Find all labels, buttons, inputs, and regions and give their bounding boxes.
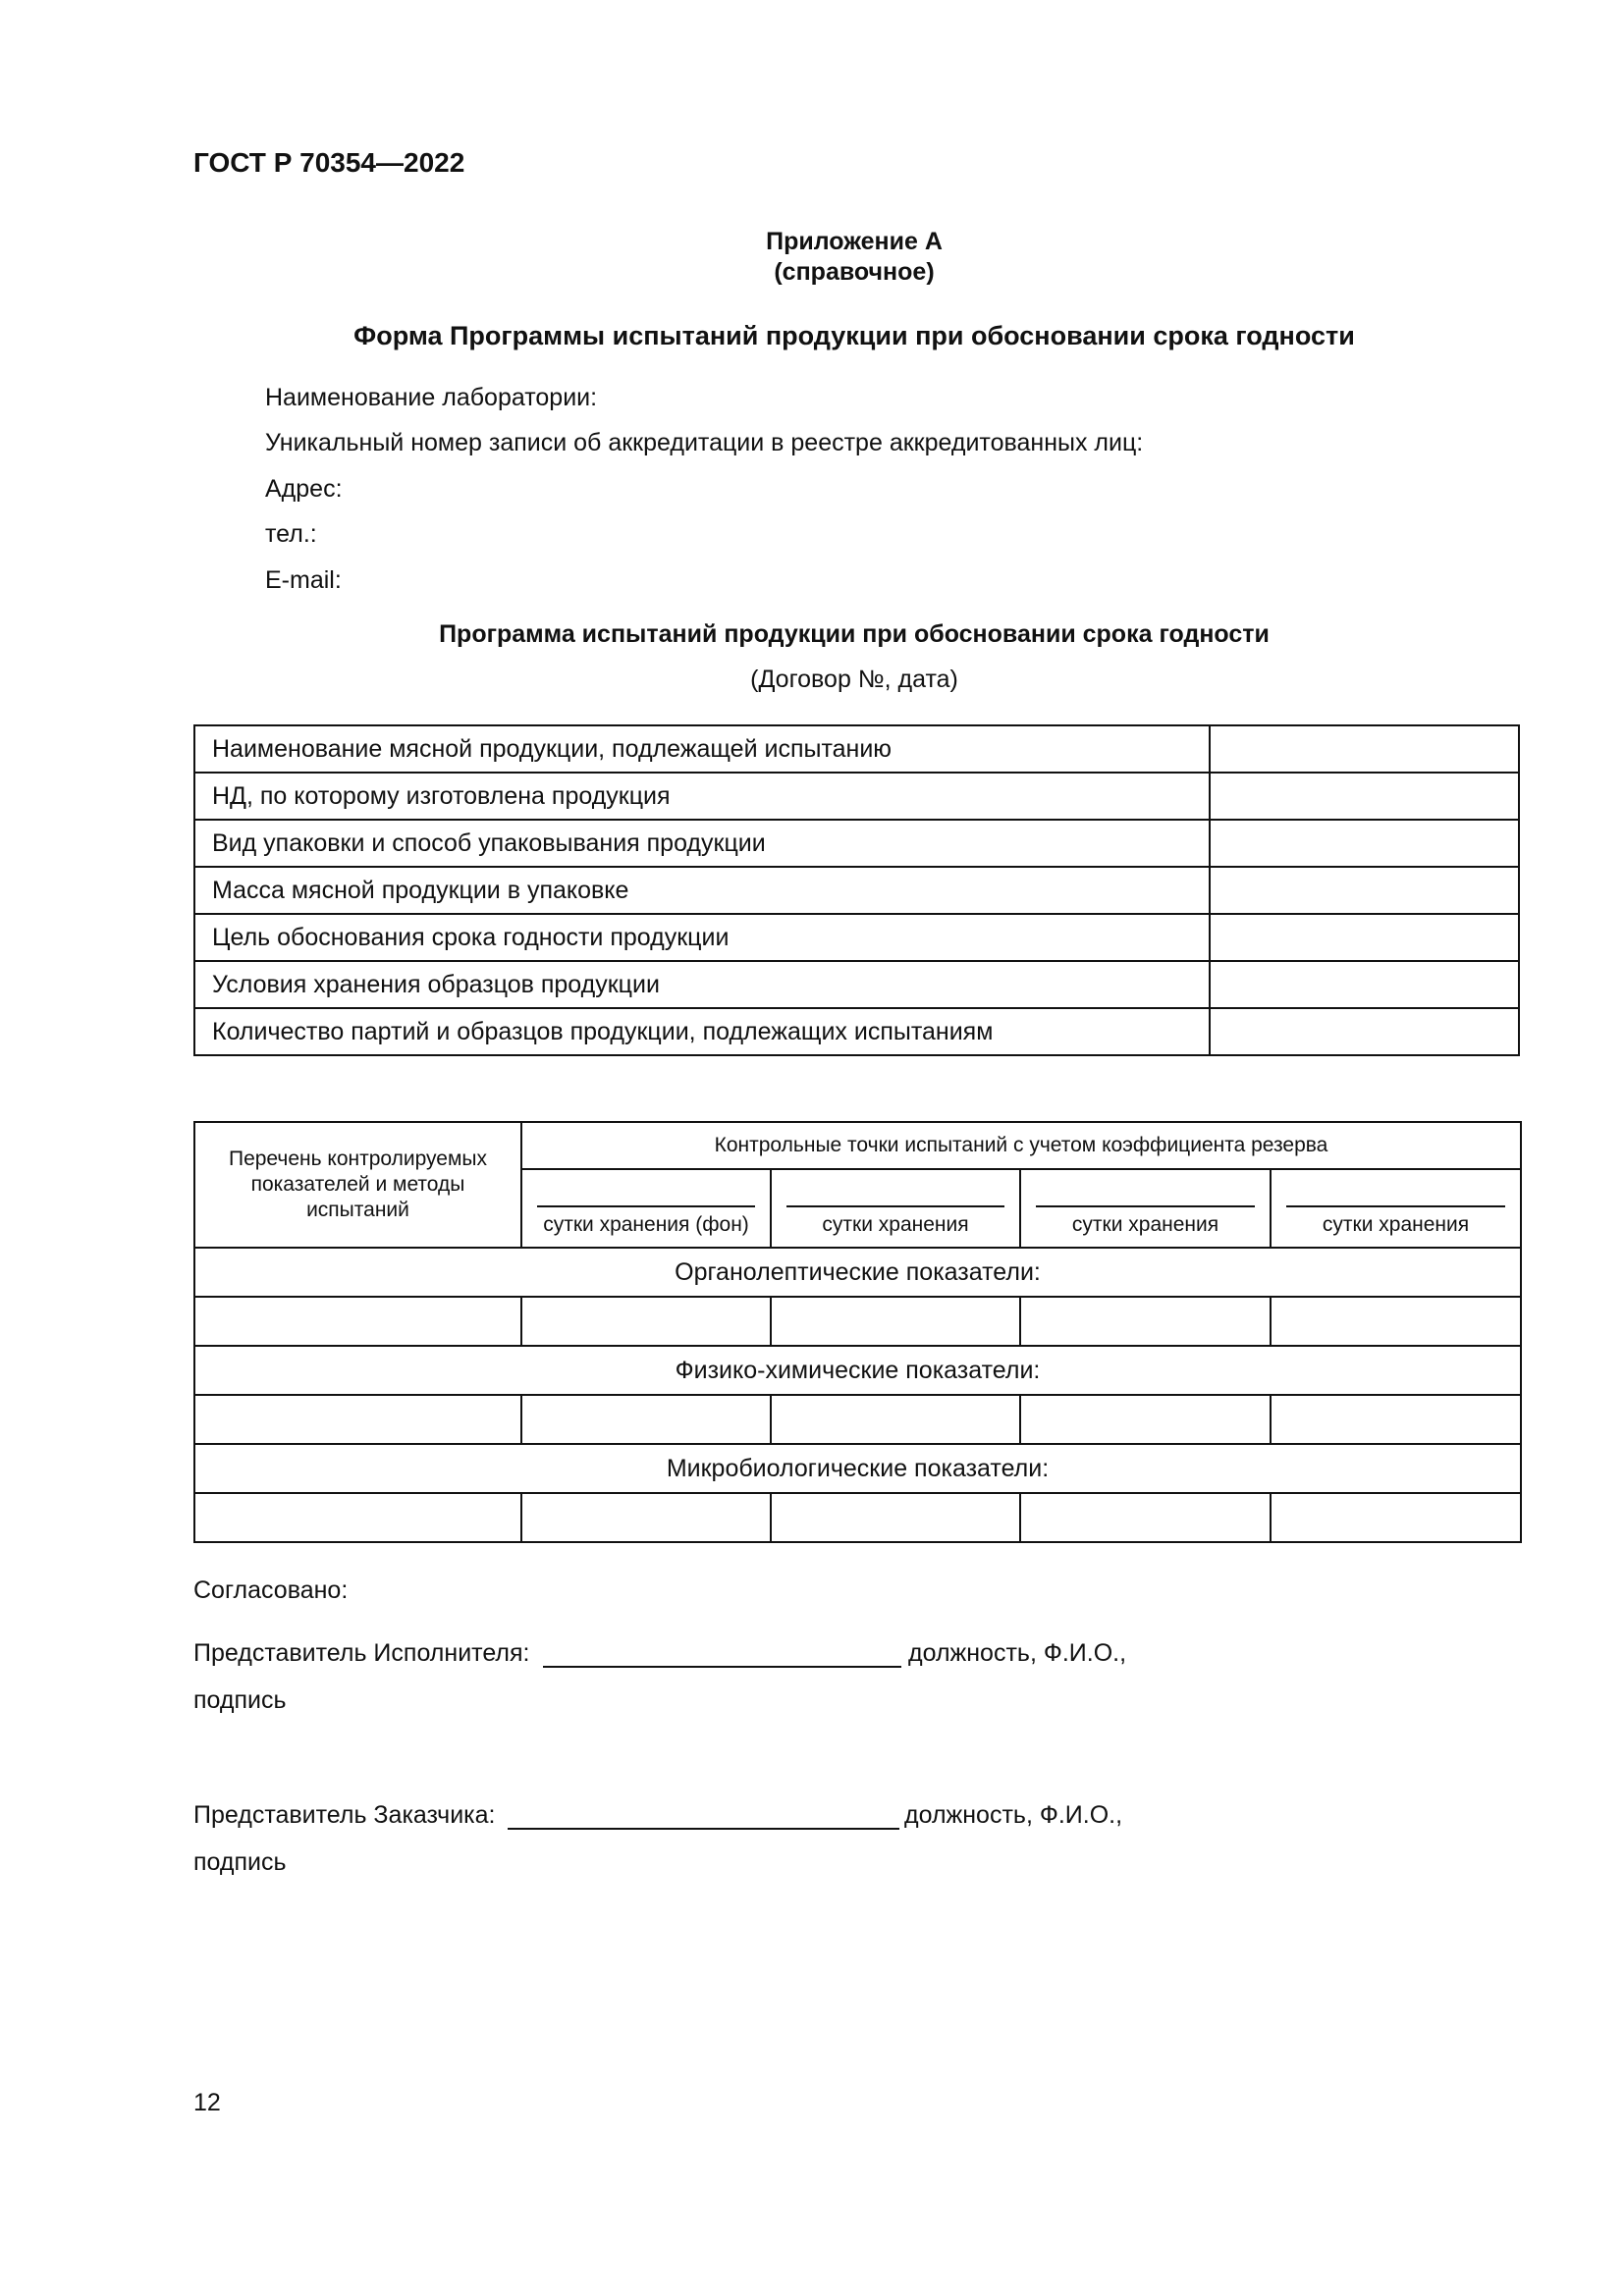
- table-row: [194, 1297, 1521, 1346]
- column-header: [521, 1169, 771, 1248]
- program-title: Программа испытаний продукции при обосновании срока годности: [439, 620, 1270, 648]
- email-field: E-mail:: [265, 566, 342, 594]
- executor-signature-line[interactable]: [543, 1666, 901, 1668]
- executor-position-label: должность, Ф.И.О.,: [908, 1639, 1127, 1667]
- table-row: [194, 820, 1519, 867]
- product-info-table: [193, 724, 1520, 1056]
- customer-position-label: должность, Ф.И.О.,: [904, 1801, 1123, 1829]
- column-header: [1271, 1169, 1521, 1248]
- address-field: Адрес:: [265, 475, 343, 503]
- table-cell[interactable]: [1020, 1493, 1271, 1542]
- page-number: 12: [193, 2089, 221, 2116]
- table-cell[interactable]: [194, 1297, 521, 1346]
- storage-days-background-label: сутки хранения (фон): [537, 1205, 755, 1247]
- storage-days-label: сутки хранения: [1036, 1205, 1255, 1247]
- info-label: Наименование мясной продукции, подлежащей испытанию: [194, 725, 1210, 773]
- table-cell[interactable]: [521, 1493, 771, 1542]
- table-row: [194, 1395, 1521, 1444]
- table-row: [194, 914, 1519, 961]
- section-row: [194, 1346, 1521, 1395]
- standard-code: ГОСТ Р 70354—2022: [193, 147, 465, 178]
- customer-label: Представитель Заказчика:: [193, 1801, 496, 1829]
- customer-signature-line[interactable]: [508, 1828, 899, 1830]
- table-cell[interactable]: [771, 1493, 1020, 1542]
- phone-field: тел.:: [265, 520, 317, 548]
- table-row: [194, 1493, 1521, 1542]
- table-cell[interactable]: [521, 1395, 771, 1444]
- indicators-header: Перечень контролируемых показателей и методы испытаний: [194, 1122, 521, 1248]
- executor-label: Представитель Исполнителя:: [193, 1639, 530, 1667]
- customer-signature-label: подпись: [193, 1848, 287, 1876]
- table-cell[interactable]: [771, 1297, 1020, 1346]
- table-row: [194, 725, 1519, 773]
- storage-days-label: сутки хранения: [1286, 1205, 1505, 1247]
- storage-days-label: сутки хранения: [786, 1205, 1004, 1247]
- info-value-cell[interactable]: [1210, 773, 1519, 820]
- table-cell[interactable]: [1271, 1297, 1521, 1346]
- info-value-cell[interactable]: [1210, 867, 1519, 914]
- info-value-cell[interactable]: [1210, 1008, 1519, 1055]
- appendix-title: Приложение А: [766, 228, 943, 255]
- table-cell[interactable]: [194, 1493, 521, 1542]
- table-cell[interactable]: [1271, 1395, 1521, 1444]
- table-cell[interactable]: [1271, 1493, 1521, 1542]
- info-label: Цель обоснования срока годности продукции: [194, 914, 1210, 961]
- accreditation-number-field: Уникальный номер записи об аккредитации в реестре аккредитованных лиц:: [265, 429, 1144, 456]
- physicochemical-section: Физико-химические показатели:: [194, 1346, 1521, 1395]
- table-row: [194, 961, 1519, 1008]
- form-title: Форма Программы испытаний продукции при обосновании срока годности: [353, 321, 1355, 350]
- test-points-table: [193, 1121, 1522, 1543]
- organoleptic-section: Органолептические показатели:: [194, 1248, 1521, 1297]
- table-header-row: [194, 1122, 1521, 1169]
- table-cell[interactable]: [521, 1297, 771, 1346]
- info-value-cell[interactable]: [1210, 914, 1519, 961]
- info-label: Условия хранения образцов продукции: [194, 961, 1210, 1008]
- section-row: [194, 1444, 1521, 1493]
- info-value-cell[interactable]: [1210, 961, 1519, 1008]
- section-row: [194, 1248, 1521, 1297]
- table-row: [194, 1008, 1519, 1055]
- table-row: [194, 773, 1519, 820]
- info-label: Количество партий и образцов продукции, подлежащих испытаниям: [194, 1008, 1210, 1055]
- executor-signature-label: подпись: [193, 1686, 287, 1714]
- info-label: НД, по которому изготовлена продукция: [194, 773, 1210, 820]
- microbiological-section: Микробиологические показатели:: [194, 1444, 1521, 1493]
- table-cell[interactable]: [194, 1395, 521, 1444]
- table-cell[interactable]: [771, 1395, 1020, 1444]
- appendix-note: (справочное): [774, 258, 935, 286]
- contract-line: (Договор №, дата): [750, 666, 958, 693]
- column-header: [1020, 1169, 1271, 1248]
- info-value-cell[interactable]: [1210, 820, 1519, 867]
- table-cell[interactable]: [1020, 1297, 1271, 1346]
- table-row: [194, 867, 1519, 914]
- control-points-header: Контрольные точки испытаний с учетом коэффициента резерва: [521, 1122, 1521, 1169]
- approval-label: Согласовано:: [193, 1576, 349, 1604]
- column-header: [771, 1169, 1020, 1248]
- info-value-cell[interactable]: [1210, 725, 1519, 773]
- info-label: Вид упаковки и способ упаковывания продукции: [194, 820, 1210, 867]
- info-label: Масса мясной продукции в упаковке: [194, 867, 1210, 914]
- lab-name-field: Наименование лаборатории:: [265, 384, 598, 411]
- table-cell[interactable]: [1020, 1395, 1271, 1444]
